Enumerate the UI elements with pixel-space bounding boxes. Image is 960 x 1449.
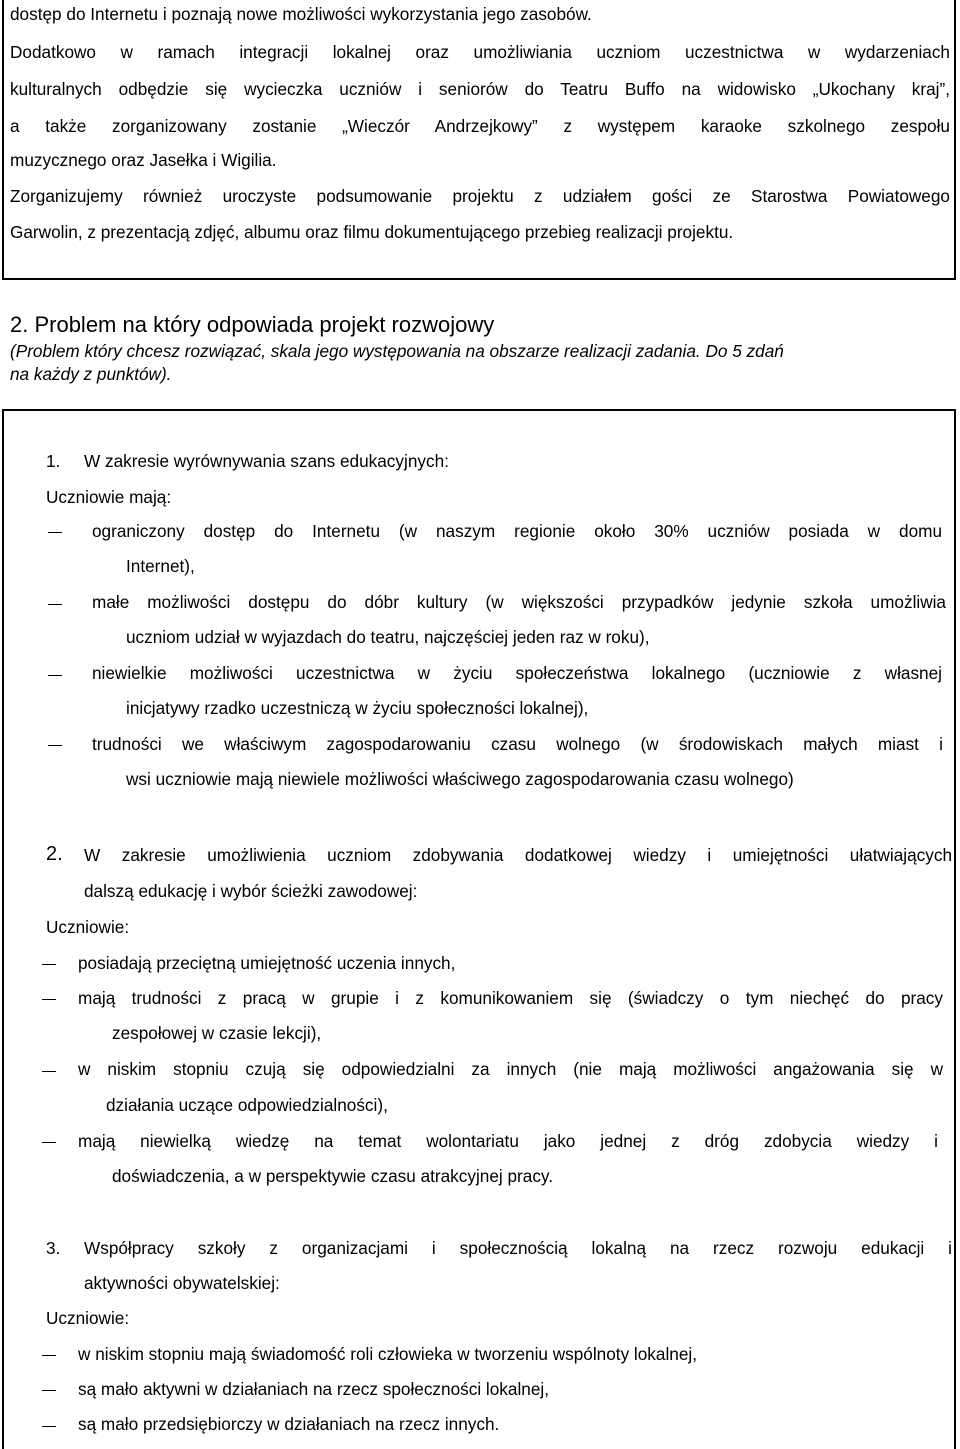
point-1-bullet-2-line-2: uczniom udział w wyjazdach do teatru, najczęściej jeden raz w roku),: [126, 627, 650, 647]
point-3-bullet-3: są mało przedsiębiorczy w działaniach na rzecz innych.: [78, 1414, 500, 1434]
box1-line-2: Dodatkowo w ramach integracji lokalnej oraz umożliwiania uczniom uczestnictwa w wydarzeniach: [10, 42, 950, 62]
point-2-title-line-2: dalszą edukację i wybór ścieżki zawodowej:: [84, 881, 418, 901]
point-3-bullet-2: są mało aktywni w działaniach na rzecz społeczności lokalnej,: [78, 1379, 549, 1399]
point-1-bullet-3-line-1: niewielkie możliwości uczestnictwa w życiu społeczeństwa lokalnego (uczniowie z własnej: [92, 663, 942, 683]
point-2-bullet-3-line-2: działania uczące odpowiedzialności),: [106, 1095, 388, 1115]
point-3-number: 3.: [46, 1238, 61, 1258]
dash-bullet: [48, 604, 62, 605]
dash-bullet: [42, 964, 56, 965]
point-2-bullet-4-line-1: mają niewielką wiedzę na temat wolontariatu jako jednej z dróg zdobycia wiedzy i: [78, 1131, 938, 1151]
point-3-intro: Uczniowie:: [46, 1308, 130, 1328]
dash-bullet: [42, 999, 56, 1000]
point-2-bullet-3-line-1: w niskim stopniu czują się odpowiedzialni za innych (nie mają możliwości angażowania się w: [78, 1059, 943, 1079]
dash-bullet: [42, 1426, 56, 1427]
dash-bullet: [48, 675, 62, 676]
point-2-bullet-1: posiadają przeciętną umiejętność uczenia innych,: [78, 953, 456, 973]
point-1-bullet-1-line-2: Internet),: [126, 556, 195, 576]
point-2-number: 2.: [46, 843, 63, 865]
point-1-bullet-4-line-1: trudności we właściwym zagospodarowaniu czasu wolnego (w środowiskach małych miast i: [92, 734, 943, 754]
dash-bullet: [42, 1355, 56, 1356]
dash-bullet: [42, 1142, 56, 1143]
box1-line-4: a także zorganizowany zostanie „Wieczór Andrzejkowy” z występem karaoke szkolnego zespołu: [10, 116, 950, 136]
point-2-title-line-1: W zakresie umożliwienia uczniom zdobywania dodatkowej wiedzy i umiejętności ułatwiających: [84, 845, 952, 865]
dash-bullet: [48, 532, 62, 533]
section-2-heading: 2. Problem na który odpowiada projekt rozwojowy: [10, 312, 495, 337]
dash-bullet: [48, 745, 62, 746]
point-2-intro: Uczniowie:: [46, 917, 130, 937]
point-1-bullet-4-line-2: wsi uczniowie mają niewiele możliwości właściwego zagospodarowania czasu wolnego): [126, 769, 794, 789]
box1-line-1: dostęp do Internetu i poznają nowe możliwości wykorzystania jego zasobów.: [10, 4, 592, 24]
point-3-bullet-1: w niskim stopniu mają świadomość roli człowieka w tworzeniu wspólnoty lokalnej,: [78, 1344, 697, 1364]
point-3-title-line-1: Współpracy szkoły z organizacjami i społecznością lokalną na rzecz rozwoju edukacji i: [84, 1238, 952, 1258]
point-1-intro: Uczniowie mają:: [46, 487, 172, 507]
point-2-bullet-2-line-2: zespołowej w czasie lekcji),: [112, 1023, 322, 1043]
point-3-title-line-2: aktywności obywatelskiej:: [84, 1273, 280, 1293]
point-2-bullet-2-line-1: mają trudności z pracą w grupie i z komunikowaniem się (świadczy o tym niechęć do pracy: [78, 988, 943, 1008]
point-1-bullet-2-line-1: małe możliwości dostępu do dóbr kultury (w większości przypadków jedynie szkoła umożliwia: [92, 592, 946, 612]
point-1-bullet-3-line-2: inicjatywy rzadko uczestniczą w życiu społeczności lokalnej),: [126, 698, 589, 718]
box1-line-7: Garwolin, z prezentacją zdjęć, albumu oraz filmu dokumentującego przebieg realizacji projektu.: [10, 222, 734, 242]
point-1-number: 1.: [46, 451, 61, 471]
dash-bullet: [42, 1071, 56, 1072]
box1-line-6: Zorganizujemy również uroczyste podsumowanie projektu z udziałem gości ze Starostwa Powiatowego: [10, 186, 950, 206]
box1-line-3: kulturalnych odbędzie się wycieczka uczniów i seniorów do Teatru Buffo na widowisko „Ukochany kraj”,: [10, 79, 950, 99]
point-1-bullet-1-line-1: ograniczony dostęp do Internetu (w naszym regionie około 30% uczniów posiada w domu: [92, 521, 942, 541]
point-2-bullet-4-line-2: doświadczenia, a w perspektywie czasu atrakcyjnej pracy.: [112, 1166, 554, 1186]
section-2-hint-line-2: na każdy z punktów).: [10, 364, 172, 384]
point-1-title: W zakresie wyrównywania szans edukacyjnych:: [84, 451, 449, 471]
section-2-hint-line-1: (Problem który chcesz rozwiązać, skala jego występowania na obszarze realizacji zadania. Do 5 zdań: [10, 341, 784, 361]
dash-bullet: [42, 1390, 56, 1391]
box1-line-5: muzycznego oraz Jasełka i Wigilia.: [10, 150, 277, 170]
